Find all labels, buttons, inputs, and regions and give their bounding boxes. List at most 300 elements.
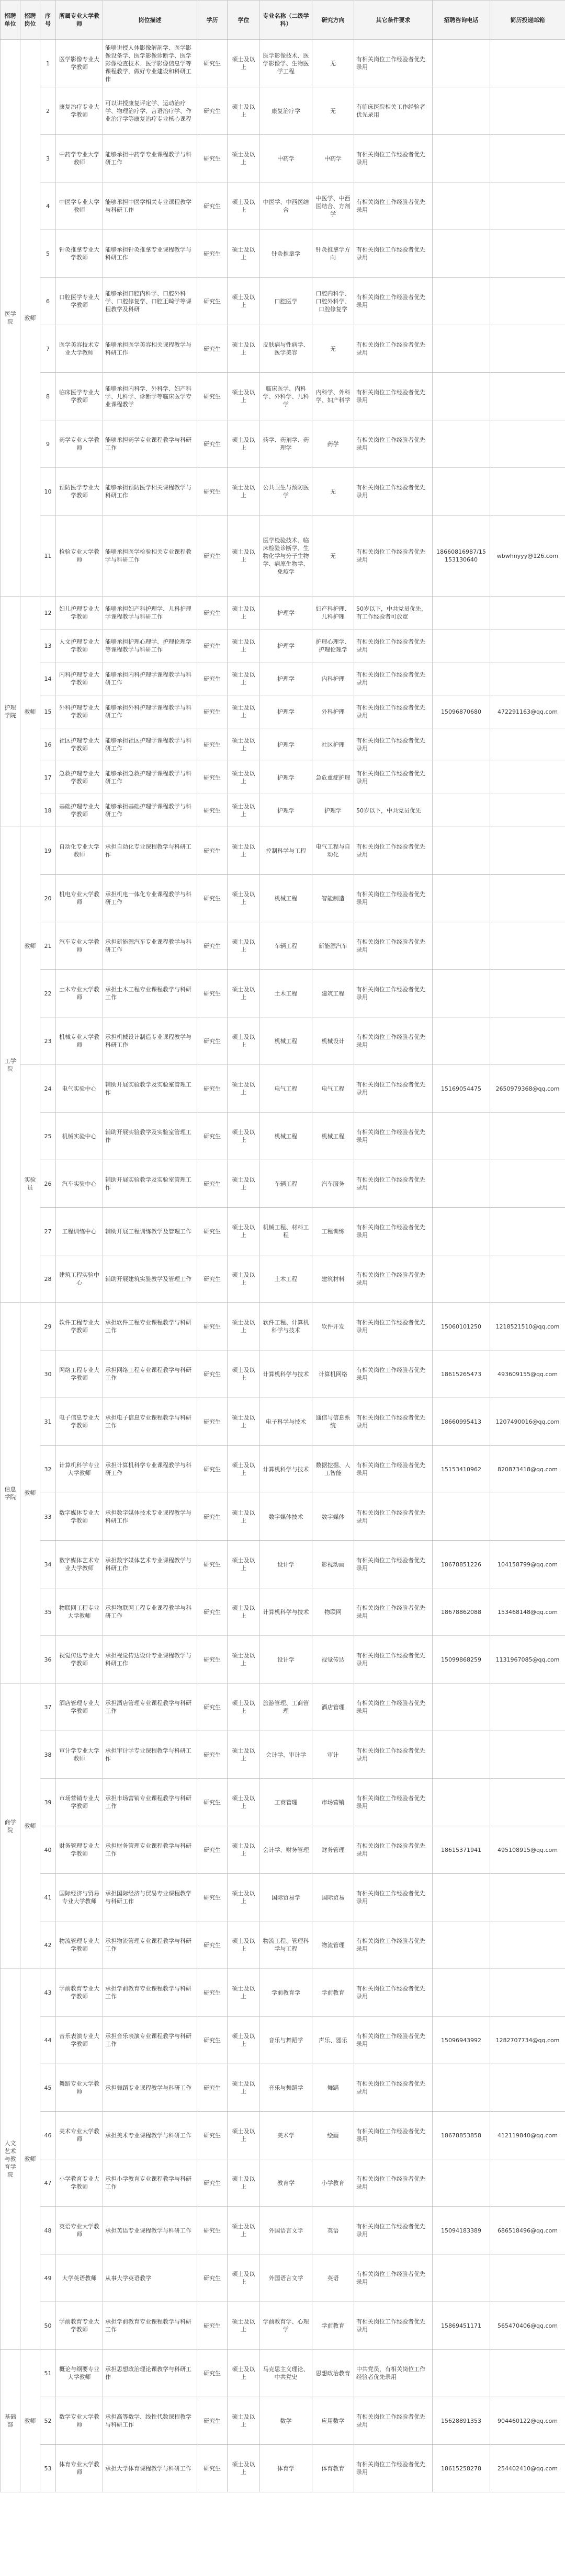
header-cell: 其它条件要求 bbox=[354, 1, 433, 40]
table-row bbox=[1, 87, 565, 135]
index-cell: 33 bbox=[40, 1493, 56, 1541]
index-cell: 38 bbox=[40, 1731, 56, 1779]
research-cell: 国际贸易 bbox=[312, 1874, 354, 1921]
major-cell: 医学美容技术专业大学教师 bbox=[56, 325, 103, 373]
degree-cell: 硕士及以上 bbox=[228, 2064, 260, 2112]
specialty-cell: 药学、药剂学、药理学 bbox=[260, 420, 312, 468]
phone-cell bbox=[433, 1160, 490, 1208]
specialty-cell: 外国语言文学 bbox=[260, 2207, 312, 2254]
header-cell: 研究方向 bbox=[312, 1, 354, 40]
description-cell: 能够承担预防医学相关课程教学与科研工作 bbox=[103, 468, 197, 516]
research-cell: 酒店管理 bbox=[312, 1684, 354, 1731]
table-row bbox=[1, 1636, 565, 1684]
index-cell: 15 bbox=[40, 695, 56, 728]
email-cell: 820873418@qq.com bbox=[490, 1446, 565, 1493]
description-cell: 承担机电一体化专业课程教学与科研工作 bbox=[103, 875, 197, 922]
table-row bbox=[1, 2445, 565, 2492]
requirements-cell: 有相关岗位工作经验者优先录用 bbox=[354, 1113, 433, 1160]
research-cell: 电气工程 bbox=[312, 1065, 354, 1113]
specialty-cell: 车辆工程 bbox=[260, 922, 312, 970]
education-cell: 研究生 bbox=[197, 1826, 228, 1874]
table-row bbox=[1, 662, 565, 695]
phone-cell: 18678851226 bbox=[433, 1541, 490, 1588]
description-cell: 辅助开展工程训练教学及管理工作 bbox=[103, 1208, 197, 1255]
specialty-cell: 机械工程 bbox=[260, 875, 312, 922]
unit-cell: 人文艺术与教育学院 bbox=[1, 1969, 20, 2350]
degree-cell: 硕士及以上 bbox=[228, 2445, 260, 2492]
specialty-cell: 电子科学与技术 bbox=[260, 1398, 312, 1446]
degree-cell: 硕士及以上 bbox=[228, 2159, 260, 2207]
research-cell: 社区护理 bbox=[312, 728, 354, 761]
degree-cell: 硕士及以上 bbox=[228, 922, 260, 970]
index-cell: 42 bbox=[40, 1921, 56, 1969]
index-cell: 24 bbox=[40, 1065, 56, 1113]
description-cell: 能够承担中医学相关专业课程教学与科研工作 bbox=[103, 182, 197, 230]
phone-cell bbox=[433, 1113, 490, 1160]
description-cell: 承担电子信息专业课程教学与科研工作 bbox=[103, 1398, 197, 1446]
phone-cell bbox=[433, 728, 490, 761]
table-row bbox=[1, 1303, 565, 1350]
email-cell: 1207490016@qq.com bbox=[490, 1398, 565, 1446]
index-cell: 27 bbox=[40, 1208, 56, 1255]
table-row bbox=[1, 1017, 565, 1065]
specialty-cell: 皮肤病与性病学、医学美容 bbox=[260, 325, 312, 373]
table-row bbox=[1, 1208, 565, 1255]
table-row bbox=[1, 1065, 565, 1113]
email-cell: 686518496@qq.com bbox=[490, 2207, 565, 2254]
description-cell: 能够承担口腔内科学、口腔外科学、口腔修复学、口腔正畸学等课程教学及科研 bbox=[103, 278, 197, 325]
email-cell bbox=[490, 278, 565, 325]
description-cell: 承担美术专业课程教学与科研工作 bbox=[103, 2112, 197, 2159]
email-cell: 495108915@qq.com bbox=[490, 1826, 565, 1874]
post-cell: 教师 bbox=[20, 827, 40, 1065]
requirements-cell: 有相关岗位工作经验者优先录用 bbox=[354, 325, 433, 373]
description-cell: 能够承担社区护理学课程教学与科研工作 bbox=[103, 728, 197, 761]
index-cell: 26 bbox=[40, 1160, 56, 1208]
specialty-cell: 学前教育学、心理学 bbox=[260, 2302, 312, 2350]
requirements-cell: 有相关岗位工作经验者优先录用 bbox=[354, 468, 433, 516]
table-row bbox=[1, 325, 565, 373]
requirements-cell: 有相关岗位工作经验者优先录用 bbox=[354, 1160, 433, 1208]
index-cell: 37 bbox=[40, 1684, 56, 1731]
major-cell: 外科护理专业大学教师 bbox=[56, 695, 103, 728]
specialty-cell: 旅游管理、工商管理 bbox=[260, 1684, 312, 1731]
research-cell: 视觉传达 bbox=[312, 1636, 354, 1684]
description-cell: 承担财务管理专业课程教学与科研工作 bbox=[103, 1826, 197, 1874]
table-row bbox=[1, 2397, 565, 2445]
major-cell: 自动化专业大学教师 bbox=[56, 827, 103, 875]
degree-cell: 硕士及以上 bbox=[228, 1636, 260, 1684]
research-cell: 学前教育 bbox=[312, 2302, 354, 2350]
specialty-cell: 计算机科学与技术 bbox=[260, 1588, 312, 1636]
table-row bbox=[1, 970, 565, 1017]
requirements-cell: 中共党员，有相关岗位工作经验者优先录用 bbox=[354, 2350, 433, 2397]
major-cell: 网络工程专业大学教师 bbox=[56, 1350, 103, 1398]
major-cell: 药学专业大学教师 bbox=[56, 420, 103, 468]
requirements-cell: 有相关岗位工作经验者优先录用 bbox=[354, 1541, 433, 1588]
description-cell: 能够承担基础护理学课程教学与科研工作 bbox=[103, 794, 197, 827]
index-cell: 45 bbox=[40, 2064, 56, 2112]
education-cell: 研究生 bbox=[197, 420, 228, 468]
education-cell: 研究生 bbox=[197, 135, 228, 182]
education-cell: 研究生 bbox=[197, 597, 228, 629]
requirements-cell: 有相关岗位工作经验者优先录用 bbox=[354, 1208, 433, 1255]
email-cell bbox=[490, 40, 565, 87]
phone-cell bbox=[433, 87, 490, 135]
requirements-cell: 有相关岗位工作经验者优先录用 bbox=[354, 2254, 433, 2302]
phone-cell bbox=[433, 1684, 490, 1731]
specialty-cell: 针灸推拿学 bbox=[260, 230, 312, 278]
phone-cell bbox=[433, 2159, 490, 2207]
specialty-cell: 口腔医学 bbox=[260, 278, 312, 325]
education-cell: 研究生 bbox=[197, 1446, 228, 1493]
phone-cell: 18678853858 bbox=[433, 2112, 490, 2159]
degree-cell: 硕士及以上 bbox=[228, 1493, 260, 1541]
research-cell: 急危重症护理 bbox=[312, 761, 354, 794]
research-cell: 外科护理 bbox=[312, 695, 354, 728]
major-cell: 机械实验中心 bbox=[56, 1113, 103, 1160]
education-cell: 研究生 bbox=[197, 1255, 228, 1303]
major-cell: 市场营销专业大学教师 bbox=[56, 1779, 103, 1826]
requirements-cell: 有相关岗位工作经验者优先录用 bbox=[354, 1446, 433, 1493]
degree-cell: 硕士及以上 bbox=[228, 2350, 260, 2397]
post-cell: 实验员 bbox=[20, 1065, 40, 1303]
phone-cell: 15094183389 bbox=[433, 2207, 490, 2254]
description-cell: 承担小学教育专业课程教学与科研工作 bbox=[103, 2159, 197, 2207]
degree-cell: 硕士及以上 bbox=[228, 695, 260, 728]
requirements-cell: 有相关岗位工作经验者优先录用 bbox=[354, 1493, 433, 1541]
phone-cell bbox=[433, 662, 490, 695]
degree-cell: 硕士及以上 bbox=[228, 597, 260, 629]
index-cell: 32 bbox=[40, 1446, 56, 1493]
requirements-cell: 有相关岗位工作经验者优先录用 bbox=[354, 662, 433, 695]
specialty-cell: 计算机科学与技术 bbox=[260, 1350, 312, 1398]
phone-cell bbox=[433, 1731, 490, 1779]
major-cell: 中医学专业大学教师 bbox=[56, 182, 103, 230]
specialty-cell: 软件工程、计算机科学与技术 bbox=[260, 1303, 312, 1350]
email-cell: wbwhnyyy@126.com bbox=[490, 516, 565, 597]
unit-cell: 商学院 bbox=[1, 1684, 20, 1969]
education-cell: 研究生 bbox=[197, 1160, 228, 1208]
phone-cell bbox=[433, 794, 490, 827]
research-cell: 市场营销 bbox=[312, 1779, 354, 1826]
index-cell: 16 bbox=[40, 728, 56, 761]
description-cell: 承担土木工程专业课程教学与科研工作 bbox=[103, 970, 197, 1017]
table-row bbox=[1, 1113, 565, 1160]
major-cell: 舞蹈专业大学教师 bbox=[56, 2064, 103, 2112]
requirements-cell: 有相关岗位工作经验者优先录用 bbox=[354, 1731, 433, 1779]
degree-cell: 硕士及以上 bbox=[228, 1017, 260, 1065]
email-cell bbox=[490, 922, 565, 970]
specialty-cell: 机械工程、材料工程 bbox=[260, 1208, 312, 1255]
degree-cell: 硕士及以上 bbox=[228, 875, 260, 922]
index-cell: 4 bbox=[40, 182, 56, 230]
description-cell: 从事大学英语教学 bbox=[103, 2254, 197, 2302]
description-cell: 辅助开展实验教学及实验室管理工作 bbox=[103, 1160, 197, 1208]
education-cell: 研究生 bbox=[197, 1969, 228, 2017]
email-cell bbox=[490, 325, 565, 373]
phone-cell bbox=[433, 468, 490, 516]
table-row bbox=[1, 1493, 565, 1541]
table-row bbox=[1, 373, 565, 420]
degree-cell: 硕士及以上 bbox=[228, 1731, 260, 1779]
requirements-cell: 有相关岗位工作经验者优先录用 bbox=[354, 970, 433, 1017]
major-cell: 人文护理专业大学教师 bbox=[56, 629, 103, 662]
description-cell: 承担学前教育专业课程教学与科研工作 bbox=[103, 2302, 197, 2350]
header-cell: 学历 bbox=[197, 1, 228, 40]
index-cell: 43 bbox=[40, 1969, 56, 2017]
research-cell: 机械工程 bbox=[312, 1113, 354, 1160]
degree-cell: 硕士及以上 bbox=[228, 40, 260, 87]
table-row bbox=[1, 2017, 565, 2064]
phone-cell: 18615371941 bbox=[433, 1826, 490, 1874]
specialty-cell: 外国语言文学 bbox=[260, 2254, 312, 2302]
email-cell bbox=[490, 373, 565, 420]
table-row bbox=[1, 875, 565, 922]
degree-cell: 硕士及以上 bbox=[228, 1874, 260, 1921]
requirements-cell: 有相关岗位工作经验者优先录用 bbox=[354, 516, 433, 597]
index-cell: 7 bbox=[40, 325, 56, 373]
major-cell: 英语专业大学教师 bbox=[56, 2207, 103, 2254]
major-cell: 数学专业大学教师 bbox=[56, 2397, 103, 2445]
education-cell: 研究生 bbox=[197, 1303, 228, 1350]
major-cell: 急救护理专业大学教师 bbox=[56, 761, 103, 794]
email-cell bbox=[490, 135, 565, 182]
description-cell: 能够承担中药学专业课程教学与科研工作 bbox=[103, 135, 197, 182]
table-row bbox=[1, 1731, 565, 1779]
email-cell: 493609155@qq.com bbox=[490, 1350, 565, 1398]
phone-cell: 18615265473 bbox=[433, 1350, 490, 1398]
specialty-cell: 土木工程 bbox=[260, 970, 312, 1017]
major-cell: 妇儿护理专业大学教师 bbox=[56, 597, 103, 629]
education-cell: 研究生 bbox=[197, 1350, 228, 1398]
requirements-cell: 有相关岗位工作经验者优先录用 bbox=[354, 1398, 433, 1446]
degree-cell: 硕士及以上 bbox=[228, 1969, 260, 2017]
research-cell: 新能源汽车 bbox=[312, 922, 354, 970]
table-row bbox=[1, 1541, 565, 1588]
description-cell: 承担数字媒体技术专业课程教学与科研工作 bbox=[103, 1493, 197, 1541]
specialty-cell: 教育学 bbox=[260, 2159, 312, 2207]
index-cell: 48 bbox=[40, 2207, 56, 2254]
table-row bbox=[1, 695, 565, 728]
email-cell bbox=[490, 87, 565, 135]
major-cell: 大学英语教师 bbox=[56, 2254, 103, 2302]
phone-cell bbox=[433, 2254, 490, 2302]
index-cell: 5 bbox=[40, 230, 56, 278]
education-cell: 研究生 bbox=[197, 1398, 228, 1446]
phone-cell bbox=[433, 922, 490, 970]
research-cell: 药学 bbox=[312, 420, 354, 468]
major-cell: 汽车专业大学教师 bbox=[56, 922, 103, 970]
phone-cell bbox=[433, 597, 490, 629]
education-cell: 研究生 bbox=[197, 1065, 228, 1113]
phone-cell bbox=[433, 875, 490, 922]
email-cell bbox=[490, 1255, 565, 1303]
description-cell: 能够承担急救护理学课程教学与科研工作 bbox=[103, 761, 197, 794]
table-row bbox=[1, 516, 565, 597]
email-cell: 254402410@qq.com bbox=[490, 2445, 565, 2492]
email-cell bbox=[490, 728, 565, 761]
description-cell: 承担学前教育专业课程教学与科研工作 bbox=[103, 1969, 197, 2017]
description-cell: 承担软件工程专业课程教学与科研工作 bbox=[103, 1303, 197, 1350]
requirements-cell: 有相关岗位工作经验者优先录用 bbox=[354, 1588, 433, 1636]
research-cell: 汽车服务 bbox=[312, 1160, 354, 1208]
phone-cell bbox=[433, 761, 490, 794]
requirements-cell: 有相关岗位工作经验者优先录用 bbox=[354, 1303, 433, 1350]
email-cell bbox=[490, 230, 565, 278]
degree-cell: 硕士及以上 bbox=[228, 1779, 260, 1826]
requirements-cell: 有相关岗位工作经验者优先录用 bbox=[354, 2159, 433, 2207]
unit-cell: 信息学院 bbox=[1, 1303, 20, 1684]
degree-cell: 硕士及以上 bbox=[228, 182, 260, 230]
table-row bbox=[1, 629, 565, 662]
email-cell bbox=[490, 875, 565, 922]
unit-cell: 工学院 bbox=[1, 827, 20, 1303]
education-cell: 研究生 bbox=[197, 1541, 228, 1588]
header-cell: 岗位描述 bbox=[103, 1, 197, 40]
index-cell: 49 bbox=[40, 2254, 56, 2302]
email-cell: 2650979368@qq.com bbox=[490, 1065, 565, 1113]
specialty-cell: 设计学 bbox=[260, 1636, 312, 1684]
phone-cell bbox=[433, 40, 490, 87]
education-cell: 研究生 bbox=[197, 278, 228, 325]
table-row bbox=[1, 420, 565, 468]
major-cell: 预防医学专业大学教师 bbox=[56, 468, 103, 516]
education-cell: 研究生 bbox=[197, 2017, 228, 2064]
email-cell: 565470406@qq.com bbox=[490, 2302, 565, 2350]
research-cell: 思想政治教育 bbox=[312, 2350, 354, 2397]
education-cell: 研究生 bbox=[197, 2112, 228, 2159]
degree-cell: 硕士及以上 bbox=[228, 230, 260, 278]
degree-cell: 硕士及以上 bbox=[228, 1446, 260, 1493]
specialty-cell: 护理学 bbox=[260, 761, 312, 794]
email-cell bbox=[490, 1493, 565, 1541]
education-cell: 研究生 bbox=[197, 325, 228, 373]
phone-cell bbox=[433, 1208, 490, 1255]
major-cell: 建筑工程实验中心 bbox=[56, 1255, 103, 1303]
index-cell: 20 bbox=[40, 875, 56, 922]
description-cell: 辅助开展建筑实验教学及管理工作 bbox=[103, 1255, 197, 1303]
specialty-cell: 数字媒体技术 bbox=[260, 1493, 312, 1541]
email-cell bbox=[490, 1731, 565, 1779]
requirements-cell: 有相关岗位工作经验者优先录用 bbox=[354, 40, 433, 87]
description-cell: 能够承担针灸推拿专业课程教学与科研工作 bbox=[103, 230, 197, 278]
specialty-cell: 计算机科学与技术 bbox=[260, 1446, 312, 1493]
index-cell: 1 bbox=[40, 40, 56, 87]
research-cell: 体育教育 bbox=[312, 2445, 354, 2492]
description-cell: 承担网络工程专业课程教学与科研工作 bbox=[103, 1350, 197, 1398]
major-cell: 工程训练中心 bbox=[56, 1208, 103, 1255]
table-row bbox=[1, 1398, 565, 1446]
specialty-cell: 工商管理 bbox=[260, 1779, 312, 1826]
phone-cell bbox=[433, 420, 490, 468]
specialty-cell: 护理学 bbox=[260, 695, 312, 728]
header-cell: 序号 bbox=[40, 1, 56, 40]
specialty-cell: 美术学 bbox=[260, 2112, 312, 2159]
specialty-cell: 土木工程 bbox=[260, 1255, 312, 1303]
major-cell: 财务管理专业大学教师 bbox=[56, 1826, 103, 1874]
requirements-cell: 有相关岗位工作经验者优先录用 bbox=[354, 2064, 433, 2112]
specialty-cell: 康复治疗学 bbox=[260, 87, 312, 135]
degree-cell: 硕士及以上 bbox=[228, 794, 260, 827]
degree-cell: 硕士及以上 bbox=[228, 2302, 260, 2350]
phone-cell bbox=[433, 230, 490, 278]
specialty-cell: 会计学、财务管理 bbox=[260, 1826, 312, 1874]
requirements-cell: 有相关岗位工作经验者优先录用 bbox=[354, 1017, 433, 1065]
table-row bbox=[1, 922, 565, 970]
index-cell: 17 bbox=[40, 761, 56, 794]
email-cell: 472291163@qq.com bbox=[490, 695, 565, 728]
requirements-cell: 有相关岗位工作经验者优先录用 bbox=[354, 182, 433, 230]
description-cell: 承担视觉传达设计专业课程教学与科研工作 bbox=[103, 1636, 197, 1684]
email-cell bbox=[490, 1160, 565, 1208]
table-body bbox=[1, 40, 565, 2492]
specialty-cell: 医学影像技术、医学影像学、生物医学工程 bbox=[260, 40, 312, 87]
header-cell: 专业名称（二级学科） bbox=[260, 1, 312, 40]
index-cell: 40 bbox=[40, 1826, 56, 1874]
research-cell: 物流管理 bbox=[312, 1921, 354, 1969]
description-cell: 承担思想政治理论课教学与科研工作 bbox=[103, 2350, 197, 2397]
unit-cell: 护理学院 bbox=[1, 597, 20, 827]
major-cell: 检验专业大学教师 bbox=[56, 516, 103, 597]
major-cell: 电气实验中心 bbox=[56, 1065, 103, 1113]
degree-cell: 硕士及以上 bbox=[228, 2397, 260, 2445]
specialty-cell: 音乐与舞蹈学 bbox=[260, 2064, 312, 2112]
index-cell: 36 bbox=[40, 1636, 56, 1684]
research-cell: 审计 bbox=[312, 1731, 354, 1779]
description-cell: 能够讲授人体影像解剖学、医学影像设备学、医学影像诊断学、医学影像检查技术、医学影像信息学等课程教学，做好专业建设和科研工作 bbox=[103, 40, 197, 87]
index-cell: 9 bbox=[40, 420, 56, 468]
requirements-cell: 有临床医院相关工作经验者优先录用 bbox=[354, 87, 433, 135]
description-cell: 承担英语专业课程教学与科研工作 bbox=[103, 2207, 197, 2254]
requirements-cell: 有相关岗位工作经验者优先录用 bbox=[354, 1779, 433, 1826]
major-cell: 医学影像专业大学教师 bbox=[56, 40, 103, 87]
index-cell: 35 bbox=[40, 1588, 56, 1636]
table-row bbox=[1, 182, 565, 230]
email-cell bbox=[490, 2350, 565, 2397]
degree-cell: 硕士及以上 bbox=[228, 970, 260, 1017]
table-row bbox=[1, 1826, 565, 1874]
degree-cell: 硕士及以上 bbox=[228, 2017, 260, 2064]
table-row bbox=[1, 794, 565, 827]
index-cell: 10 bbox=[40, 468, 56, 516]
research-cell: 应用数学 bbox=[312, 2397, 354, 2445]
degree-cell: 硕士及以上 bbox=[228, 325, 260, 373]
education-cell: 研究生 bbox=[197, 87, 228, 135]
major-cell: 土木专业大学教师 bbox=[56, 970, 103, 1017]
requirements-cell: 有相关岗位工作经验者优先录用 bbox=[354, 135, 433, 182]
index-cell: 11 bbox=[40, 516, 56, 597]
index-cell: 31 bbox=[40, 1398, 56, 1446]
research-cell: 无 bbox=[312, 87, 354, 135]
email-cell bbox=[490, 662, 565, 695]
research-cell: 通信与信息系统 bbox=[312, 1398, 354, 1446]
email-cell: 104158799@qq.com bbox=[490, 1541, 565, 1588]
phone-cell: 15169054475 bbox=[433, 1065, 490, 1113]
degree-cell: 硕士及以上 bbox=[228, 2112, 260, 2159]
requirements-cell: 有相关岗位工作经验者优先录用 bbox=[354, 1874, 433, 1921]
requirements-cell: 50岁以下，中共党员优先，有工作经验者可放宽 bbox=[354, 597, 433, 629]
degree-cell: 硕士及以上 bbox=[228, 1113, 260, 1160]
research-cell: 绘画 bbox=[312, 2112, 354, 2159]
specialty-cell: 机械工程 bbox=[260, 1113, 312, 1160]
phone-cell bbox=[433, 1921, 490, 1969]
description-cell: 承担机械设计制造专业课程教学与科研工作 bbox=[103, 1017, 197, 1065]
specialty-cell: 临床医学、内科学、外科学、儿科学 bbox=[260, 373, 312, 420]
requirements-cell: 有相关岗位工作经验者优先录用 bbox=[354, 629, 433, 662]
degree-cell: 硕士及以上 bbox=[228, 278, 260, 325]
degree-cell: 硕士及以上 bbox=[228, 1303, 260, 1350]
